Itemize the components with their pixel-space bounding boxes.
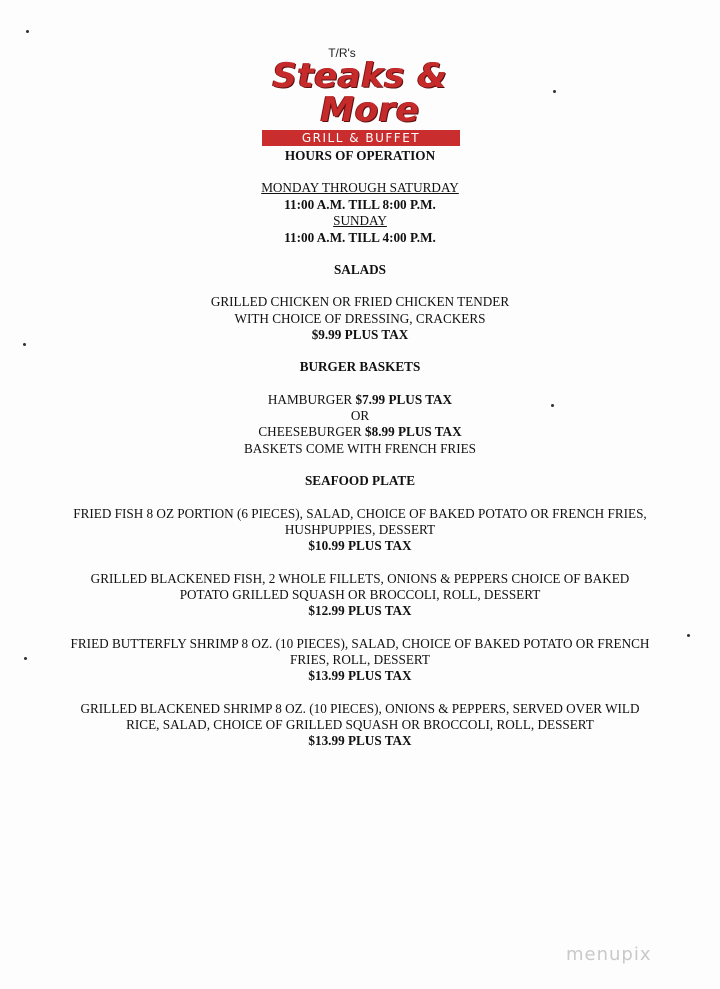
hamburger-price: $7.99 PLUS TAX: [355, 392, 453, 407]
salads-price: $9.99 PLUS TAX: [311, 327, 409, 342]
seafood-item-1-line-1: FRIED FISH 8 OZ PORTION (6 PIECES), SALAD, CHOICE OF BAKED POTATO OR FRENCH FRIES,: [73, 506, 647, 521]
salads-line-1: GRILLED CHICKEN OR FRIED CHICKEN TENDER: [210, 294, 510, 309]
seafood-item-1-price: $10.99 PLUS TAX: [308, 538, 412, 553]
cheeseburger-name: CHEESEBURGER: [258, 424, 365, 439]
weekday-label: MONDAY THROUGH SATURDAY: [261, 180, 459, 195]
scan-speck: [23, 343, 26, 346]
scan-speck: [26, 30, 29, 33]
weekday-hours: 11:00 A.M. TILL 8:00 P.M.: [284, 197, 436, 212]
seafood-item-3-price: $13.99 PLUS TAX: [308, 668, 412, 683]
hours-title: HOURS OF OPERATION: [284, 148, 436, 163]
salads-line-2: WITH CHOICE OF DRESSING, CRACKERS: [234, 311, 486, 326]
scan-speck: [24, 657, 27, 660]
seafood-item-1-line-2: HUSHPUPPIES, DESSERT: [284, 522, 436, 537]
seafood-item-3-line-2: FRIES, ROLL, DESSERT: [290, 652, 430, 667]
seafood-item-4-price: $13.99 PLUS TAX: [308, 733, 412, 748]
seafood-item-4-line-2: RICE, SALAD, CHOICE OF GRILLED SQUASH OR BROCCOLI, ROLL, DESSERT: [126, 717, 594, 732]
hamburger-item: [0, 392, 720, 408]
sunday-label: SUNDAY: [333, 213, 387, 228]
seafood-item-3-line-1: FRIED BUTTERFLY SHRIMP 8 OZ. (10 PIECES), SALAD, CHOICE OF BAKED POTATO OR FRENCH: [70, 636, 650, 651]
burgers-or: OR: [350, 408, 370, 423]
seafood-item-2-line-2: POTATO GRILLED SQUASH OR BROCCOLI, ROLL, DESSERT: [179, 587, 541, 602]
scan-speck: [553, 90, 556, 93]
cheeseburger-item: [0, 424, 720, 440]
seafood-item-4-line-1: GRILLED BLACKENED SHRIMP 8 OZ. (10 PIECES), ONIONS & PEPPERS, SERVED OVER WILD: [80, 701, 640, 716]
scan-speck: [551, 404, 554, 407]
seafood-item-2-price: $12.99 PLUS TAX: [308, 603, 412, 618]
watermark: menupix: [566, 944, 652, 965]
burgers-note: BASKETS COME WITH FRENCH FRIES: [243, 441, 477, 456]
logo-band: GRILL & BUFFET: [262, 130, 460, 146]
seafood-item-2-line-1: GRILLED BLACKENED FISH, 2 WHOLE FILLETS, ONIONS & PEPPERS CHOICE OF BAKED: [90, 571, 630, 586]
hamburger-name: HAMBURGER: [267, 392, 356, 407]
seafood-title: SEAFOOD PLATE: [304, 473, 416, 488]
sunday-hours: 11:00 A.M. TILL 4:00 P.M.: [284, 230, 436, 245]
burgers-title: BURGER BASKETS: [299, 359, 421, 374]
cheeseburger-price: $8.99 PLUS TAX: [365, 424, 462, 439]
logo-line-2: More: [320, 90, 420, 130]
scan-speck: [687, 634, 690, 637]
logo-line-1: Steaks &: [272, 56, 448, 96]
salads-title: SALADS: [333, 262, 387, 277]
logo-small-text: T/R's: [328, 46, 356, 60]
